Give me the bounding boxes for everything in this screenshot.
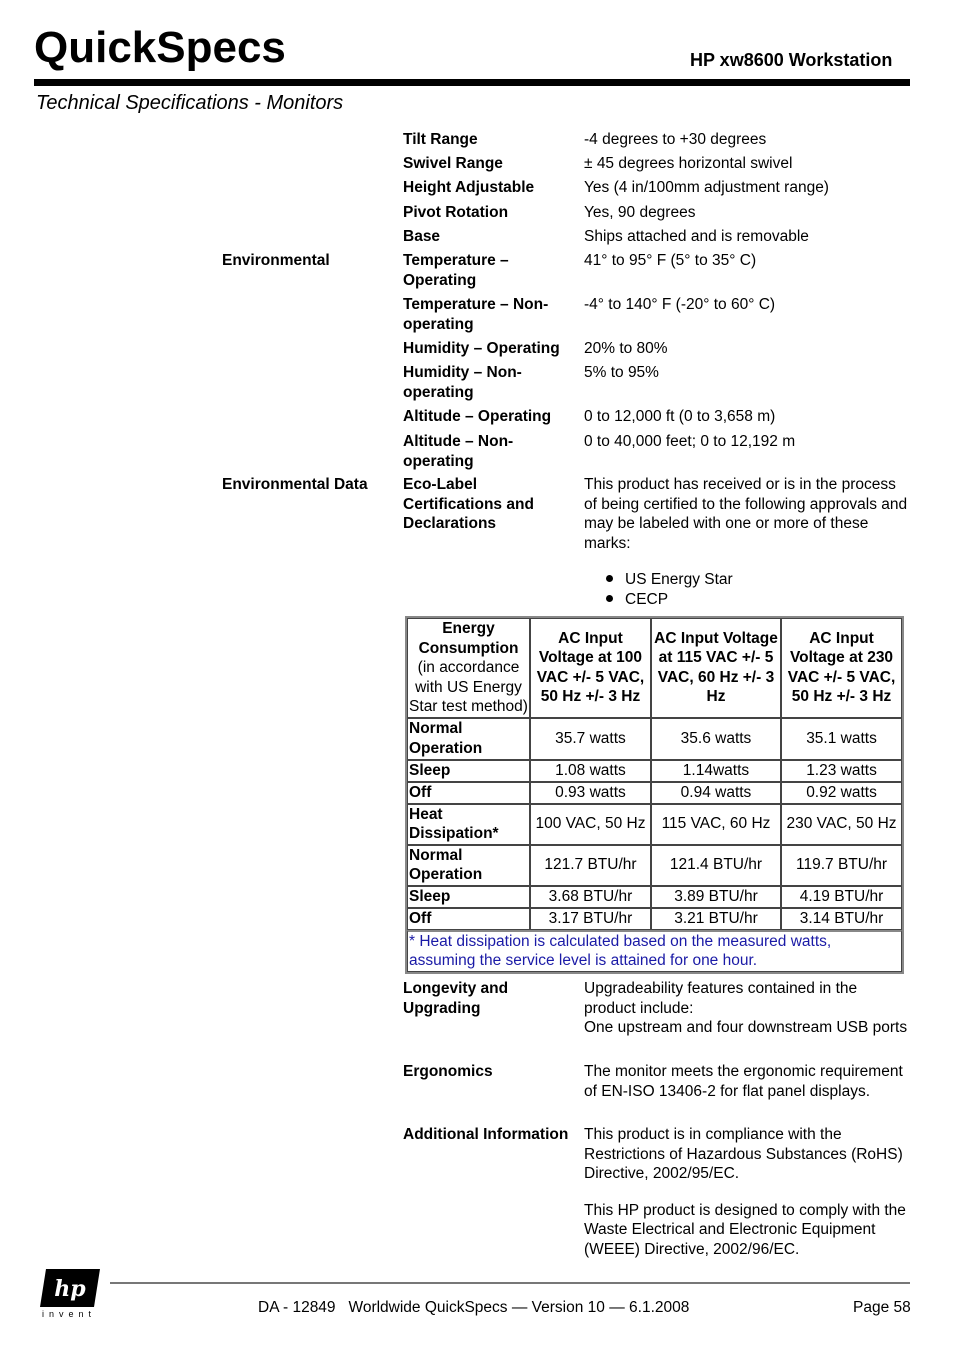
cell-value: 0.92 watts (781, 782, 902, 804)
longevity-text (584, 979, 910, 1038)
ergonomics-text: The monitor meets the ergonomic requirement of EN-ISO 13406-2 for flat panel displays. (584, 1063, 903, 1100)
longevity-label: Longevity and Upgrading (403, 980, 509, 1017)
row-label: Normal Operation (407, 718, 530, 760)
mark-label: CECP (625, 591, 669, 608)
base-value: Ships attached and is removable (584, 228, 809, 245)
cell-value: 1.14watts (651, 760, 781, 782)
col-header-100v: AC Input Voltage at 100 VAC +/- 5 VAC, 50 Hz +/- 3 Hz (530, 618, 651, 718)
cell-value: 121.4 BTU/hr (651, 845, 781, 886)
footer-doc-info: DA - 12849 Worldwide QuickSpecs — Version 10 — 6.1.2008 (258, 1299, 690, 1316)
invent-tagline: invent (42, 1309, 97, 1319)
cell-value: 100 VAC, 50 Hz (530, 804, 651, 845)
altitude-nonoperating-value: 0 to 40,000 feet; 0 to 12,192 m (584, 433, 796, 450)
row-label: Sleep (407, 760, 530, 782)
brand-title: QuickSpecs (34, 23, 286, 72)
cell-value: 35.7 watts (530, 718, 651, 760)
altitude-operating-label: Altitude – Operating (403, 408, 552, 425)
eco-label-text: This product has received or is in the process of being certified to the following approvals and may be labeled with one or more of these marks: (584, 476, 908, 552)
humidity-operating-label: Humidity – Operating (403, 340, 560, 357)
environmental-group-label: Environmental (222, 252, 330, 269)
longevity-text-2: One upstream and four downstream USB ports (584, 1019, 908, 1037)
table-footnote-row (407, 930, 902, 972)
environmental-data-group-label: Environmental Data (222, 476, 368, 493)
product-name: HP xw8600 Workstation (690, 50, 893, 70)
tilt-range-value: -4 degrees to +30 degrees (584, 131, 767, 148)
bullet-icon (606, 595, 613, 602)
table-header-row (407, 618, 902, 718)
footer-rule (110, 1282, 910, 1284)
cell-value: 121.7 BTU/hr (530, 845, 651, 886)
base-label: Base (403, 228, 441, 245)
table-row (407, 886, 902, 908)
swivel-range-value: ± 45 degrees horizontal swivel (584, 155, 793, 172)
table-row (407, 760, 902, 782)
header-rule (34, 79, 910, 86)
rohs-text: This product is in compliance with the Restrictions of Hazardous Substances (RoHS) Directive, 2002/95/EC. (584, 1126, 903, 1183)
energy-header-note: (in accordance with US Energy Star test method) (409, 659, 528, 715)
additional-info-text (584, 1125, 910, 1260)
mark-item (606, 590, 668, 610)
table-row (407, 908, 902, 930)
altitude-nonoperating-label: Altitude – Non-operating (403, 433, 514, 470)
hp-logo-icon (40, 1269, 100, 1307)
page-number: Page 58 (853, 1299, 911, 1316)
cell-value: 3.89 BTU/hr (651, 886, 781, 908)
temp-operating-label: Temperature – Operating (403, 252, 509, 289)
col-header-115v: AC Input Voltage at 115 VAC +/- 5 VAC, 60 Hz +/- 3 Hz (651, 618, 781, 718)
humidity-nonoperating-label: Humidity – Non-operating (403, 364, 522, 401)
cell-value: 115 VAC, 60 Hz (651, 804, 781, 845)
row-label: Off (407, 908, 530, 930)
eco-label-label: Eco-Label Certifications and Declarations (403, 476, 534, 533)
cell-value: 0.93 watts (530, 782, 651, 804)
col-header-230v: AC Input Voltage at 230 VAC +/- 5 VAC, 50 Hz +/- 3 Hz (781, 618, 902, 718)
cell-value: 4.19 BTU/hr (781, 886, 902, 908)
cell-value: 3.17 BTU/hr (530, 908, 651, 930)
pivot-rotation-label: Pivot Rotation (403, 204, 509, 221)
mark-item (606, 570, 733, 590)
section-title: Technical Specifications - Monitors (36, 92, 344, 114)
cell-value: 3.14 BTU/hr (781, 908, 902, 930)
altitude-operating-value: 0 to 12,000 ft (0 to 3,658 m) (584, 408, 776, 425)
table-row (407, 782, 902, 804)
swivel-range-label: Swivel Range (403, 155, 503, 172)
temp-nonoperating-value: -4° to 140° F (-20° to 60° C) (584, 296, 776, 313)
height-adjustable-value: Yes (4 in/100mm adjustment range) (584, 179, 829, 196)
additional-info-label: Additional Information (403, 1126, 569, 1143)
cell-value: 3.68 BTU/hr (530, 886, 651, 908)
table-row (407, 845, 902, 886)
row-label: Normal Operation (407, 845, 530, 886)
ergonomics-label: Ergonomics (403, 1063, 493, 1080)
temp-nonoperating-label: Temperature – Non-operating (403, 296, 549, 333)
cell-value: 1.08 watts (530, 760, 651, 782)
row-label: Off (407, 782, 530, 804)
energy-consumption-table (405, 616, 904, 974)
cell-value: 230 VAC, 50 Hz (781, 804, 902, 845)
cell-value: 35.1 watts (781, 718, 902, 760)
logo-text: hp (54, 1276, 86, 1302)
pivot-rotation-value: Yes, 90 degrees (584, 204, 696, 221)
humidity-operating-value: 20% to 80% (584, 340, 668, 357)
tilt-range-label: Tilt Range (403, 131, 478, 148)
bullet-icon (606, 575, 613, 582)
cell-value: 0.94 watts (651, 782, 781, 804)
longevity-text-1: Upgradeability features contained in the product include: (584, 980, 858, 1017)
row-label: Heat Dissipation* (407, 804, 530, 845)
mark-label: US Energy Star (625, 571, 733, 588)
energy-header-cell (407, 618, 530, 718)
cell-value: 1.23 watts (781, 760, 902, 782)
table-row (407, 718, 902, 760)
row-label: Sleep (407, 886, 530, 908)
height-adjustable-label: Height Adjustable (403, 179, 535, 196)
table-row (407, 804, 902, 845)
temp-operating-value: 41° to 95° F (5° to 35° C) (584, 252, 757, 269)
cell-value: 35.6 watts (651, 718, 781, 760)
cell-value: 119.7 BTU/hr (781, 845, 902, 886)
cell-value: 3.21 BTU/hr (651, 908, 781, 930)
energy-header-title: Energy Consumption (418, 620, 519, 657)
weee-text: This HP product is designed to comply with the Waste Electrical and Electronic Equipment (WEEE) Directive, 2002/96/EC. (584, 1201, 906, 1258)
heat-footnote: * Heat dissipation is calculated based on the measured watts, assuming the service level is attained for one hour. (407, 930, 902, 972)
humidity-nonoperating-value: 5% to 95% (584, 364, 659, 381)
